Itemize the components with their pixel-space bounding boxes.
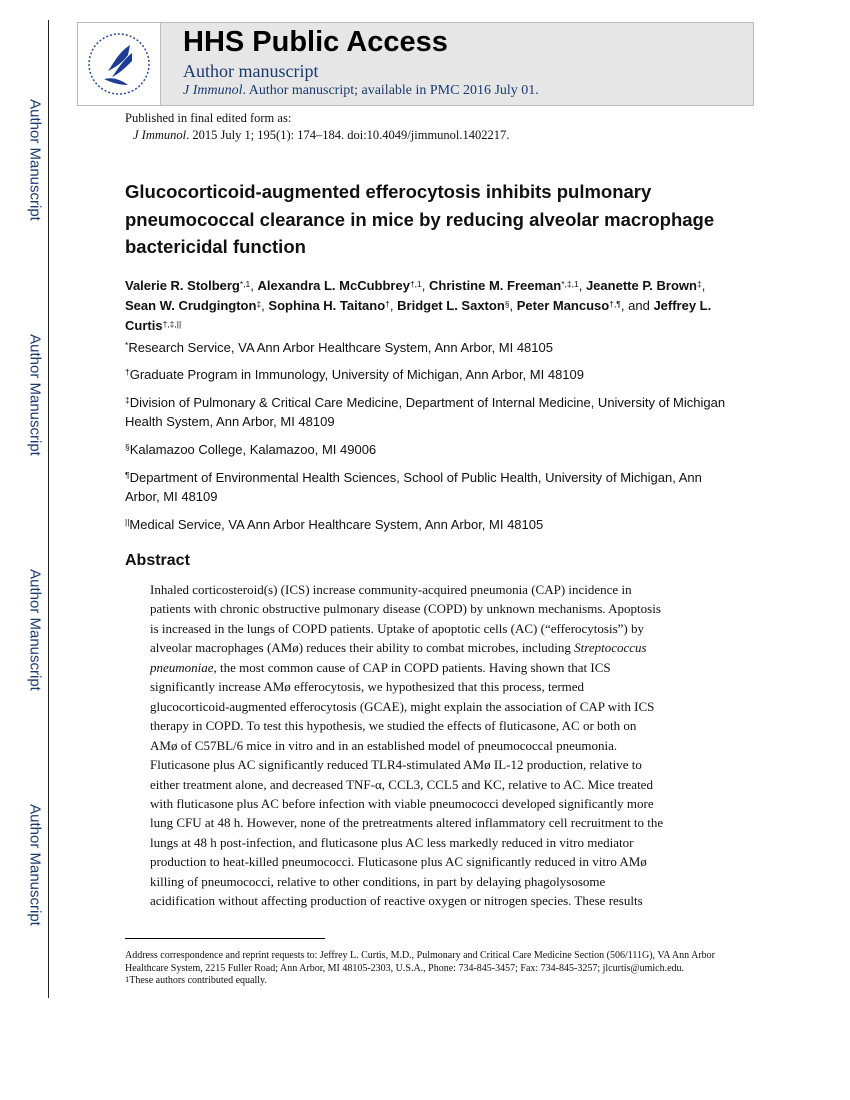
affiliation [125, 440, 735, 459]
affiliation [125, 338, 735, 357]
footnotes [125, 950, 735, 988]
abstract-heading: Abstract [125, 552, 190, 569]
abstract-line: therapy in COPD. To test this hypothesis, we studied the effects of fluticasone, AC or both on [150, 718, 637, 734]
aff-mark: * [125, 340, 129, 350]
author: Sean W. Crudgington [125, 298, 257, 313]
abstract-line: Fluticasone plus AC significantly reduced TLR4-stimulated AMø IL-12 production, relative to [150, 757, 642, 773]
published-label: Published in final edited form as: [125, 111, 292, 125]
line-text: alveolar macrophages (AMø) reduces their ability to combat microbes, including [150, 640, 575, 656]
author: Bridget L. Saxton [397, 298, 505, 313]
species-name: pneumoniae [150, 659, 214, 675]
author-sup: †,¶ [609, 299, 621, 309]
aff-text: Kalamazoo College, Kalamazoo, MI 49006 [129, 442, 377, 457]
abstract-line: with fluticasone plus AC before infection with viable pneumococci developed significantly more [150, 795, 654, 811]
author-sup: *,‡,1 [561, 279, 579, 289]
abstract-line: is increased in the lungs of COPD patients. Uptake of apoptotic cells (AC) (“efferocytosis”) by [150, 620, 644, 636]
header-citation [183, 83, 539, 99]
aff-text: Graduate Program in Immunology, University of Michigan, Ann Arbor, MI 48109 [129, 367, 584, 382]
authors-and: and [628, 298, 650, 313]
abstract-line: Inhaled corticosteroid(s) (ICS) increase community-acquired pneumonia (CAP) incidence in [150, 582, 632, 597]
correspondence-note: Address correspondence and reprint requests to: Jeffrey L. Curtis, M.D., Pulmonary and Critical Care Medicine Section (506/111G), VA Ann Arbor Healthcare System, 2215 Fuller Road; Ann Arbor, MI 48105-2303, U.S.A., Phone: 734-845-3457; Fax: 734-845-3257; jlcurtis@umich.edu. [125, 950, 715, 974]
abstract-body [150, 580, 710, 911]
author-manuscript-label: Author Manuscript [26, 99, 44, 221]
abstract-line [150, 658, 710, 677]
author-list: Valerie R. Stolberg$^{*,1}$, Alexandra L. McCubbrey$^{\dagger,1}$, Christine M. Freeman$^{*,\ddagger,1}$, Jeanette P. Brown‡, Sean W. Crudgington‡, Sophina H. Taitano†, Bridget L. Saxton§, Peter Mancuso†,¶, and Jeffrey L. Curtis†,‡,|| [125, 278, 712, 333]
abstract-line: glucocorticoid-augmented efferocytosis (GCAE), might explain the association of CAP with ICS [150, 698, 655, 714]
abstract-line: lungs at 48 h post-infection, and fluticasone plus AC less markedly reduced in vitro mediator [150, 834, 634, 850]
author-sup: ‡ [696, 279, 702, 289]
affiliation [125, 468, 735, 506]
footnote-mark: 1 [125, 974, 130, 984]
footnote-text: These authors contributed equally. [129, 975, 267, 986]
line-text: , the most common cause of CAP in COPD patients. Having shown that ICS [213, 659, 611, 675]
author-sup: *,1 [239, 279, 251, 289]
author: Alexandra L. McCubbrey [257, 278, 410, 293]
author: Jeffrey L. Curtis [125, 298, 712, 333]
abstract-line: AMø of C57BL/6 mice in vitro and in an established model of pneumococcal pneumonia. [150, 737, 618, 753]
hhs-eagle-logo [78, 23, 161, 105]
journal-name: J Immunol [183, 83, 243, 98]
aff-mark: ‡ [125, 395, 130, 405]
abstract-line [150, 638, 710, 657]
aff-text: Department of Environmental Health Sciences, School of Public Health, University of Michigan, Ann Arbor, MI 48109 [125, 470, 702, 504]
abstract-line: lung CFU at 48 h. However, none of the pretreatments altered inflammatory cell recruitment to the [150, 815, 664, 831]
aff-text: Medical Service, VA Ann Arbor Healthcare System, Ann Arbor, MI 48105 [129, 517, 544, 532]
author: Jeanette P. Brown [585, 278, 697, 293]
abstract-line: patients with chronic obstructive pulmonary disease (COPD) by unknown mechanisms. Apoptosis [150, 601, 661, 617]
article-title: Glucocorticoid-augmented efferocytosis inhibits pulmonary pneumococcal clearance in mice by reducing alveolar macrophage bactericidal function [125, 181, 715, 257]
abstract-line: significantly increase AMø efferocytosis, we hypothesized that this process, termed [150, 679, 585, 695]
author-manuscript-label: Author Manuscript [26, 804, 44, 926]
author: Valerie R. Stolberg [125, 278, 240, 293]
published-citation [125, 127, 509, 144]
author-manuscript-label: Author Manuscript [26, 569, 44, 691]
header-subtitle: Author manuscript [183, 61, 319, 81]
author-sup: ‡ [256, 299, 262, 309]
aff-text: Research Service, VA Ann Arbor Healthcare System, Ann Arbor, MI 48105 [128, 340, 553, 355]
author-sup: †,‡,|| [162, 319, 182, 329]
header-title: HHS Public Access [183, 26, 448, 58]
citation-text: . 2015 July 1; 195(1): 174–184. doi:10.4049/jimmunol.1402217. [186, 128, 510, 142]
footnote-divider [125, 938, 325, 939]
author: Christine M. Freeman [429, 278, 562, 293]
aff-mark: † [125, 367, 130, 377]
journal-name: J Immunol [133, 128, 187, 142]
abstract-line: either treatment alone, and decreased TNF-α, CCL3, CCL5 and KC, relative to AC. Mice treated [150, 776, 653, 792]
hhs-header [77, 22, 754, 106]
author: Peter Mancuso [516, 298, 610, 313]
author-sup: † [385, 299, 390, 309]
aff-mark: || [125, 517, 130, 527]
published-info [125, 110, 509, 144]
author-manuscript-label: Author Manuscript [26, 334, 44, 456]
equal-contribution-note [125, 975, 735, 988]
aff-mark: ¶ [125, 470, 130, 480]
species-name: Streptococcus [574, 640, 647, 656]
author: Sophina H. Taitano [268, 298, 386, 313]
abstract-line: acidification without affecting production of reactive oxygen or nitrogen species. These results [150, 893, 643, 909]
author-sup: †,1 [409, 279, 422, 289]
sidebar-rule [48, 20, 49, 998]
availability: . Author manuscript; available in PMC 2016 July 01. [242, 83, 539, 98]
affiliation [125, 393, 735, 431]
abstract-line: production to heat-killed pneumococci. Fluticasone plus AC significantly reduced in vitro AMø [150, 854, 647, 870]
affiliation [125, 515, 735, 534]
author-sup: § [504, 299, 510, 309]
abstract-line: killing of pneumococci, relative to other conditions, in part by delaying phagolysosome [150, 873, 606, 889]
affiliation [125, 365, 735, 384]
aff-text: Division of Pulmonary & Critical Care Medicine, Department of Internal Medicine, University of Michigan Health System, Ann Arbor, MI 48109 [125, 395, 726, 429]
aff-mark: § [125, 442, 130, 452]
